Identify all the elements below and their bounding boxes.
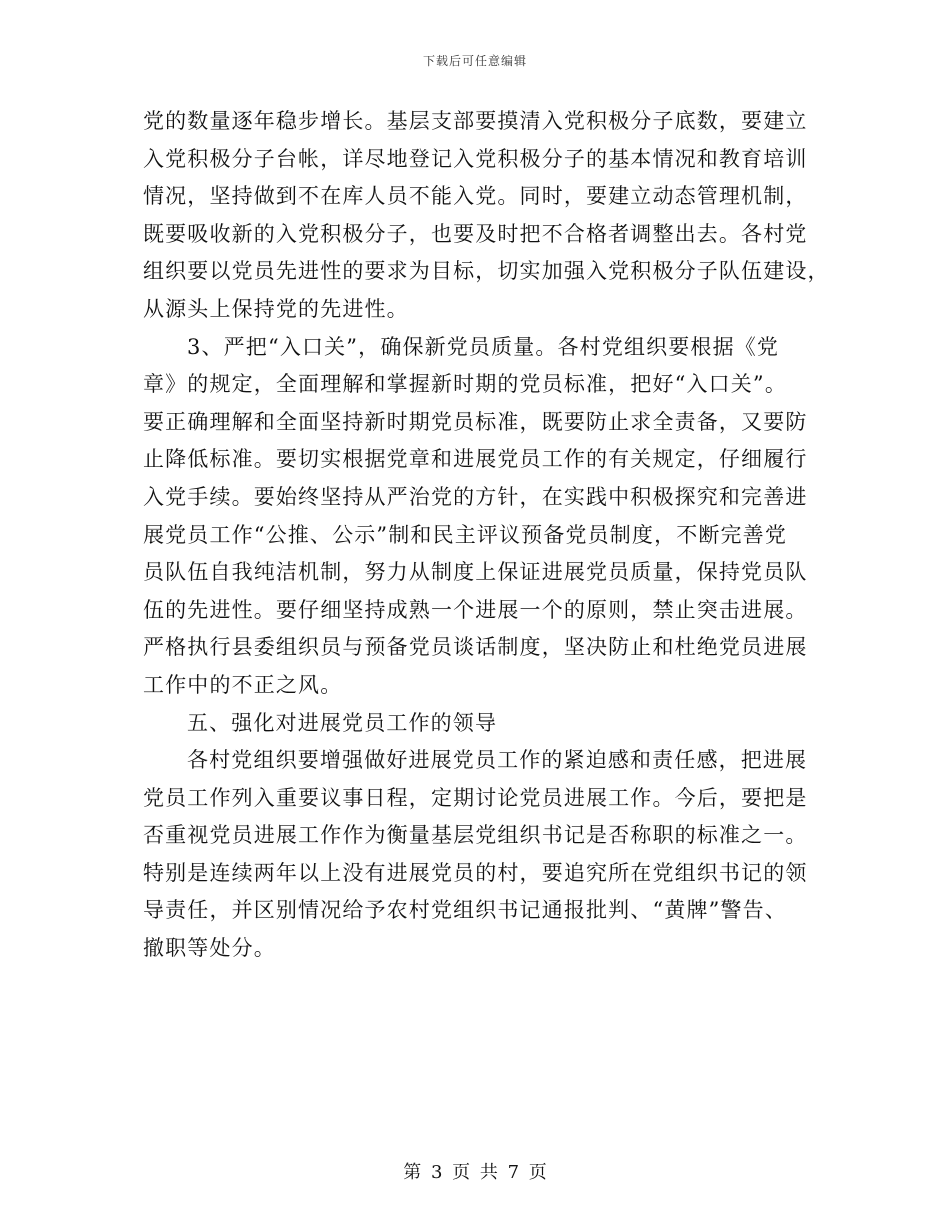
body-line: 从源头上保持党的先进性。: [143, 296, 409, 321]
body-line: 章》的规定，全面理解和掌握新时期的党员标准，把好“入口关”。: [143, 372, 787, 397]
body-line: 止降低标准。要切实根据党章和进展党员工作的有关规定，仔细履行: [143, 447, 808, 472]
body-line: 特别是连续两年以上没有进展党员的村，要追究所在党组织书记的领: [143, 860, 808, 885]
body-line: 严格执行县委组织员与预备党员谈话制度，坚决防止和杜绝党员进展: [143, 635, 808, 660]
body-line: 各村党组织要增强做好进展党员工作的紧迫感和责任感，把进展: [187, 748, 808, 773]
body-line: 工作中的不正之风。: [143, 672, 343, 697]
page-number-footer: 第 3 页 共 7 页: [403, 1162, 547, 1183]
body-line: 否重视党员进展工作作为衡量基层党组织书记是否称职的标准之一。: [143, 823, 808, 848]
section-heading: 五、强化对进展党员工作的领导: [187, 710, 498, 735]
body-line: 入党手续。要始终坚持从严治党的方针，在实践中积极探究和完善进: [143, 484, 808, 509]
body-line: 员队伍自我纯洁机制，努力从制度上保证进展党员质量，保持党员队: [143, 560, 808, 585]
body-line: 伍的先进性。要仔细坚持成熟一个进展一个的原则，禁止突击进展。: [143, 597, 808, 622]
body-line: 3、严把“入口关”，确保新党员质量。各村党组织要根据《党: [187, 334, 780, 359]
body-line: 既要吸收新的入党积极分子，也要及时把不合格者调整出去。各村党: [143, 221, 808, 246]
body-line: 导责任，并区别情况给予农村党组织书记通报批判、“黄牌”警告、: [143, 898, 787, 923]
body-line: 组织要以党员先进性的要求为目标，切实加强入党积极分子队伍建设，: [143, 259, 830, 284]
body-line: 党员工作列入重要议事日程，定期讨论党员进展工作。今后，要把是: [143, 785, 808, 810]
body-line: 要正确理解和全面坚持新时期党员标准，既要防止求全责备，又要防: [143, 409, 808, 434]
body-line: 入党积极分子台帐，详尽地登记入党积极分子的基本情况和教育培训: [143, 146, 808, 171]
body-line: 展党员工作“公推、公示”制和民主评议预备党员制度，不断完善党: [143, 522, 787, 547]
body-line: 党的数量逐年稳步增长。基层支部要摸清入党积极分子底数，要建立: [143, 109, 808, 133]
document-body: [143, 103, 830, 968]
body-line: 情况，坚持做到不在库人员不能入党。同时，要建立动态管理机制，: [143, 184, 808, 209]
page-header: 下载后可任意编辑: [422, 54, 527, 68]
body-line: 撤职等处分。: [143, 936, 276, 961]
